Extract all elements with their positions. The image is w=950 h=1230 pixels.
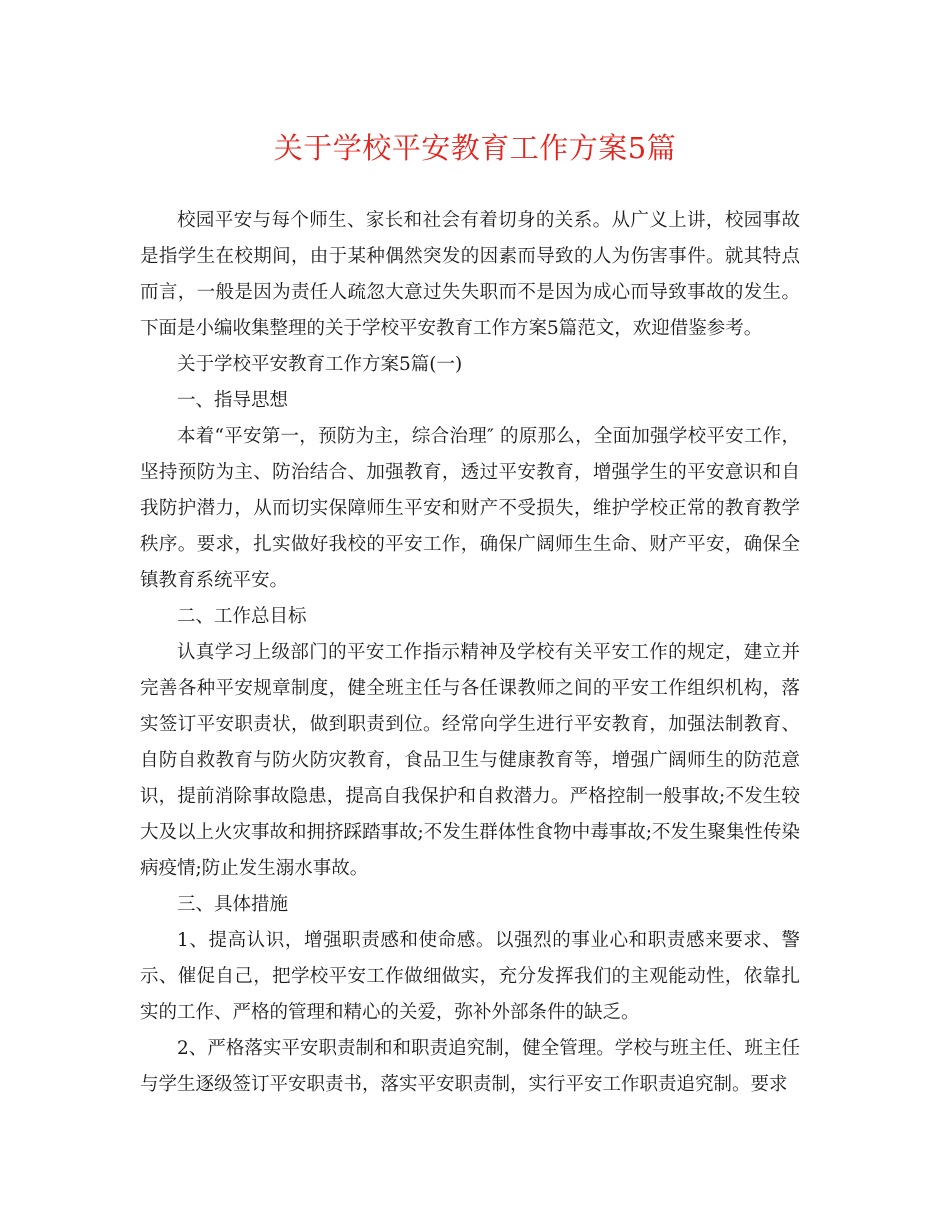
paragraph-overall-goal: 认真学习上级部门的平安工作指示精神及学校有关平安工作的规定，建立并完善各种平安规章制度，健全班主任与各任课教师之间的平安工作组织机构，落实签订平安职责状，做到职责到位。经常向学生进行平安教育，加强法制教育、自防自救教育与防火防灾教育，食品卫生与健康教育等，增强广阔师生的防范意识，提前消除事故隐患，提高自我保护和自救潜力。严格控制一般事故;不发生较大及以上火灾事故和拥挤踩踏事故;不发生群体性食物中毒事故;不发生聚集性传染病疫情;防止发生溺水事故。 [140, 642, 800, 879]
paragraph-measure-1: 1、提高认识，增强职责感和使命感。以强烈的事业心和职责感来要求、警示、催促自己，把学校平安工作做细做实，充分发挥我们的主观能动性，依靠扎实的工作、严格的管理和精心的关爱，弥补外部条件的缺乏。 [140, 930, 800, 1023]
document-title: 关于学校平安教育工作方案5篇 [273, 131, 677, 165]
intro-paragraph: 校园平安与每个师生、家长和社会有着切身的关系。从广义上讲，校园事故是指学生在校期间，由于某种偶然突发的因素而导致的人为伤害事件。就其特点而言，一般是因为责任人疏忽大意过失失职而不是因为成心而导致事故的发生。下面是小编收集整理的关于学校平安教育工作方案5篇范文，欢迎借鉴参考。 [140, 210, 800, 339]
heading-guiding-ideology: 一、指导思想 [177, 390, 289, 411]
document-body [140, 203, 800, 1103]
paragraph-guiding-ideology: 本着“平安第一，预防为主，综合治理″ 的原那么，全面加强学校平安工作，坚持预防为主、防治结合、加强教育，透过平安教育，增强学生的平安意识和自我防护潜力，从而切实保障师生平安和财产不受损失，维护学校正常的教育教学秩序。要求，扎实做好我校的平安工作，确保广阔师生生命、财产平安，确保全镇教育系统平安。 [140, 426, 800, 591]
paragraph-measure-2: 2、严格落实平安职责制和和职责追究制，健全管理。学校与班主任、班主任与学生逐级签订平安职责书，落实平安职责制，实行平安工作职责追究制。要求 [140, 1038, 800, 1095]
heading-overall-goal: 二、工作总目标 [177, 606, 307, 627]
heading-specific-measures: 三、具体措施 [177, 894, 289, 915]
section-title: 关于学校平安教育工作方案5篇(一) [177, 354, 463, 375]
